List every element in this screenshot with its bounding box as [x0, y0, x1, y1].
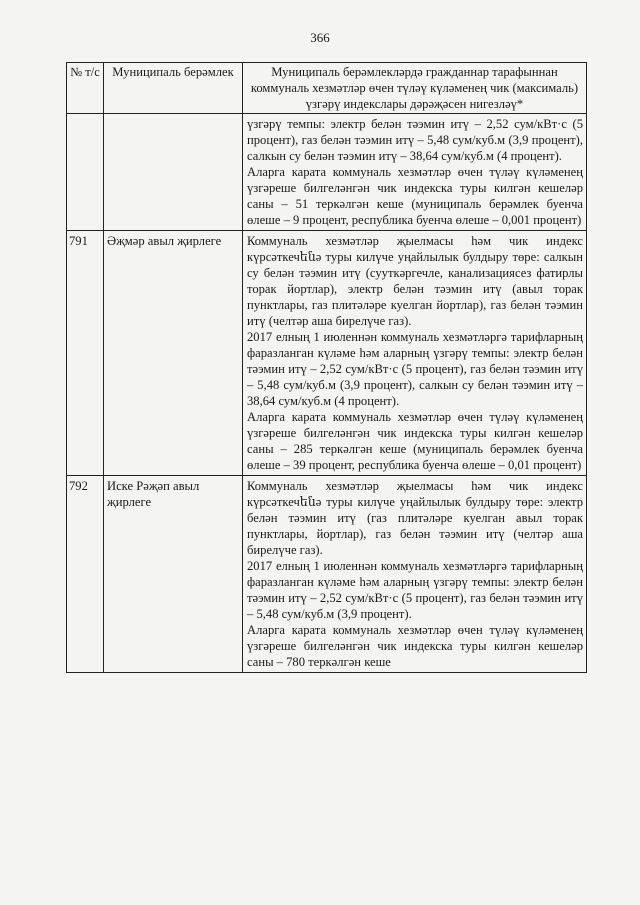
row-paragraph: 2017 елның 1 июленнән коммуналь хезмәтләргә тарифларның фаразланган күләме һәм аларның үзгәрү темпы: электр белән тәэмин итү – 2,52 сум/кВт·с (5 процент), газ белән тәэмин итү – 5,48 сум/куб.м (3,9 процент), салкын су белән тәэмин итү – 38,64 сум/куб.м (4 процент). — [247, 330, 583, 408]
page-number: 366 — [310, 30, 330, 45]
table-row — [67, 476, 587, 673]
row-municipality: Иске Рәҗәп авыл җирлеге — [104, 476, 243, 673]
row-paragraph: Коммуналь хезмәтләр җыелмасы һәм чик индекс күрсәткечենә туры килүче уңайлылык булдыру төре: салкын су белән тәэмин итү (сууткәргечле, канализациясез фатирлы торак йортлар), электр белән тәэмин итү (авыл торак пунктлары, газ плитәләре куелган йортлар), газ белән тәэмин итү (челтәр аша бирелүче газ). — [247, 234, 583, 328]
row-number: 792 — [67, 476, 104, 673]
row-description — [243, 231, 587, 476]
row-paragraph: Аларга карата коммуналь хезмәтләр өчен түләү күләменең үзгәреше билгеләнгән чик индекска туры килгән кешеләр саны – 51 теркәлгән кеше (муниципаль берәмлек буенча өлеше – 9 процент, республика буенча өлеше – 0,001 процент) — [247, 165, 583, 227]
row-paragraph: үзгәрү темпы: электр белән тәэмин итү – 2,52 сум/кВт·с (5 процент), газ белән тәэмин итү – 5,48 сум/куб.м (3,9 процент), салкын су белән тәэмин итү – 38,64 сум/куб.м (4 процент). — [247, 117, 583, 163]
row-number: 791 — [67, 231, 104, 476]
row-municipality: Әҗмәр авыл җирлеге — [104, 231, 243, 476]
municipality-index-table — [66, 62, 587, 673]
header-number: № т/с — [67, 63, 104, 114]
row-paragraph: Аларга карата коммуналь хезмәтләр өчен түләү күләменең үзгәреше билгеләнгән чик индекска туры килгән кешеләр саны – 780 теркәлгән кеше — [247, 623, 583, 669]
row-description — [243, 114, 587, 231]
table-header-row — [67, 63, 587, 114]
table-row — [67, 231, 587, 476]
header-description: Муниципаль берәмлекләрдә гражданнар тарафыннан коммуналь хезмәтләр өчен түләү күләменең чик (максималь) үзгәрү индекслары дәрәҗәсен нигезләү* — [243, 63, 587, 114]
table-row — [67, 114, 587, 231]
header-municipality: Муниципаль берәмлек — [104, 63, 243, 114]
row-paragraph: Коммуналь хезмәтләр җыелмасы һәм чик индекс күрсәткечենә туры килүче уңайлылык булдыру төре: электр белән тәэмин итү (газ плитәләре куелган авыл торак пунктлары, йортлар), газ белән тәэмин итү (челтәр аша бирелүче газ). — [247, 479, 583, 557]
row-paragraph: 2017 елның 1 июленнән коммуналь хезмәтләргә тарифларның фаразланган күләме һәм аларның үзгәрү темпы: электр белән тәэмин итү – 2,52 сум/кВт·с (5 процент), газ белән тәэмин итү – 5,48 сум/куб.м (3,9 процент). — [247, 559, 583, 621]
row-paragraph: Аларга карата коммуналь хезмәтләр өчен түләү күләменең үзгәреше билгеләнгән чик индекска туры килгән кешеләр саны – 285 теркәлгән кеше (муниципаль берәмлек буенча өлеше – 39 процент, республика буенча өлеше – 0,01 процент) — [247, 410, 583, 472]
row-municipality — [104, 114, 243, 231]
row-description — [243, 476, 587, 673]
row-number — [67, 114, 104, 231]
